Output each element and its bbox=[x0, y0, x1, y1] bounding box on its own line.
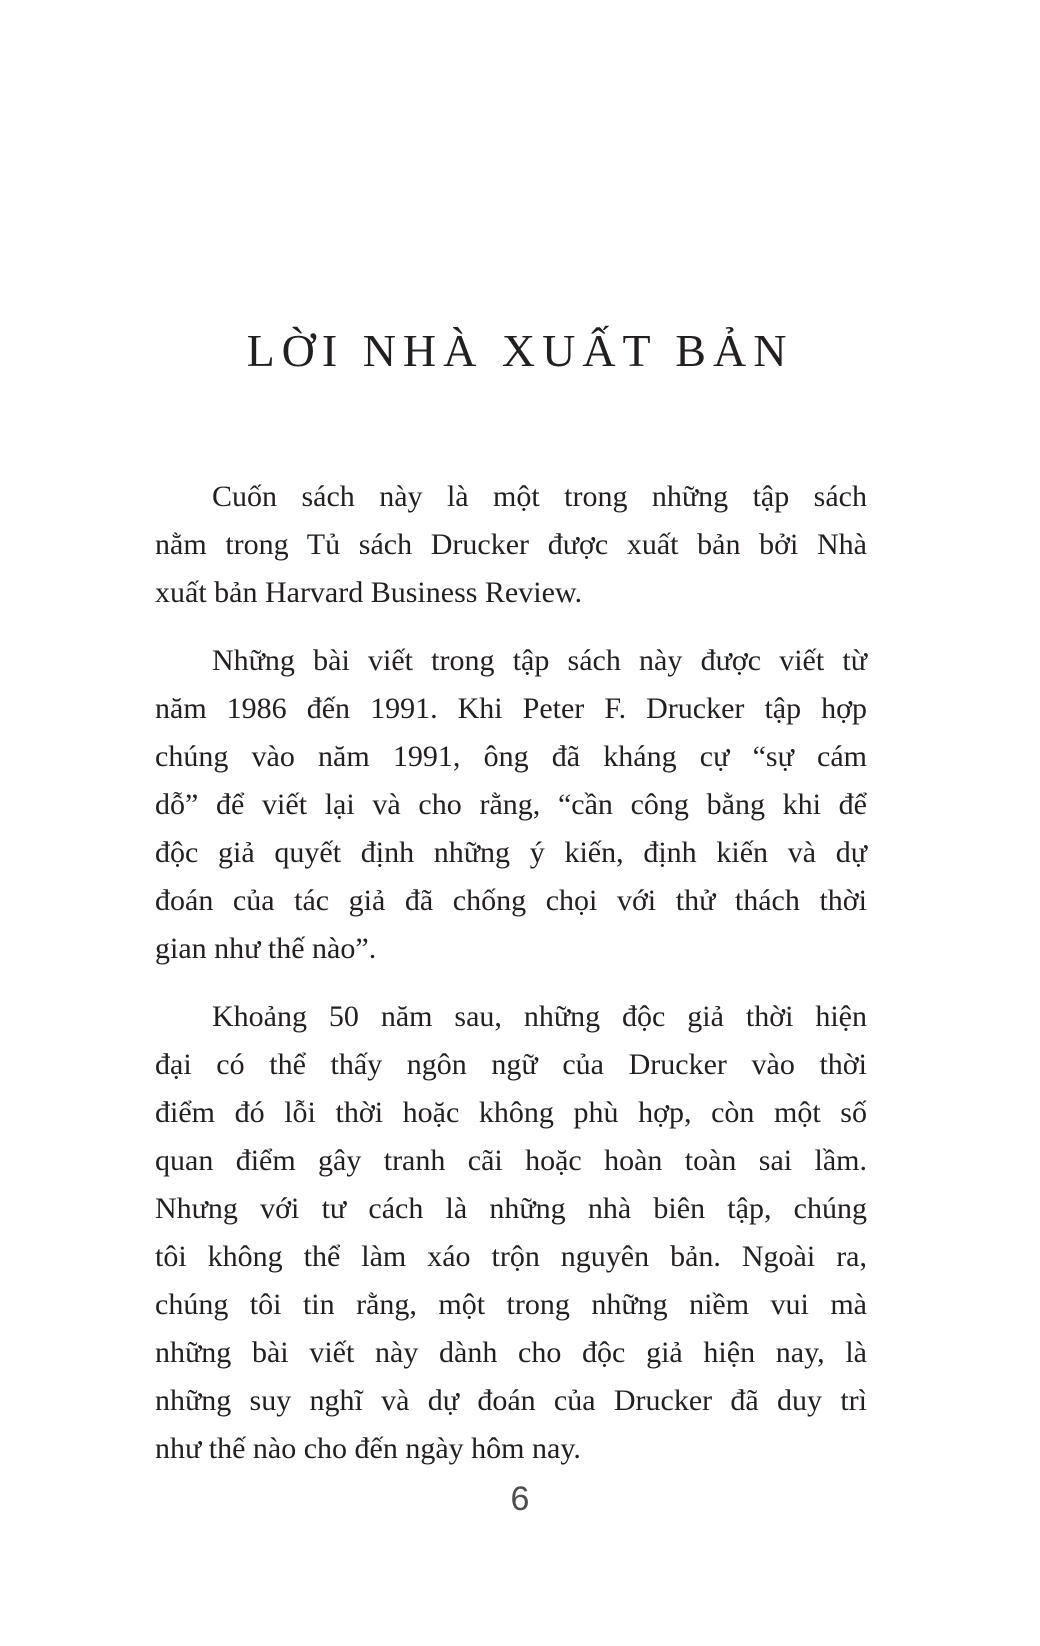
text-line: độc giả quyết định những ý kiến, định kiến và dự bbox=[155, 836, 867, 869]
text-line: dỗ” để viết lại và cho rằng, “cần công bằng khi để bbox=[155, 788, 867, 821]
text-line: điểm đó lỗi thời hoặc không phù hợp, còn một số bbox=[155, 1096, 867, 1129]
page-number: 6 bbox=[510, 1480, 530, 1518]
text-line: quan điểm gây tranh cãi hoặc hoàn toàn sai lầm. bbox=[155, 1144, 867, 1177]
paragraph bbox=[155, 473, 867, 617]
text-line: như thế nào cho đến ngày hôm nay. bbox=[155, 1432, 581, 1465]
page-title: LỜI NHÀ XUẤT BẢN bbox=[246, 325, 794, 376]
text-line: Nhưng với tư cách là những nhà biên tập, chúng bbox=[155, 1192, 867, 1225]
text-line: đoán của tác giả đã chống chọi với thử thách thời bbox=[155, 884, 867, 917]
text-line: Cuốn sách này là một trong những tập sách bbox=[212, 480, 867, 513]
text-line: những suy nghĩ và dự đoán của Drucker đã duy trì bbox=[155, 1384, 867, 1417]
text-line: xuất bản Harvard Business Review. bbox=[155, 576, 583, 609]
text-line: Khoảng 50 năm sau, những độc giả thời hiện bbox=[212, 1000, 867, 1033]
page-body bbox=[155, 473, 867, 1493]
text-line: Những bài viết trong tập sách này được viết từ bbox=[212, 644, 867, 677]
text-line: chúng vào năm 1991, ông đã kháng cự “sự cám bbox=[155, 740, 867, 773]
paragraph bbox=[155, 637, 867, 973]
text-line: chúng tôi tin rằng, một trong những niềm vui mà bbox=[155, 1288, 867, 1321]
text-line: gian như thế nào”. bbox=[155, 932, 377, 965]
paragraph bbox=[155, 993, 867, 1473]
text-line: tôi không thể làm xáo trộn nguyên bản. Ngoài ra, bbox=[155, 1240, 867, 1273]
text-line: năm 1986 đến 1991. Khi Peter F. Drucker tập hợp bbox=[155, 692, 867, 725]
text-line: nằm trong Tủ sách Drucker được xuất bản bởi Nhà bbox=[155, 528, 867, 561]
text-line: đại có thể thấy ngôn ngữ của Drucker vào thời bbox=[155, 1048, 867, 1081]
text-line: những bài viết này dành cho độc giả hiện nay, là bbox=[155, 1336, 867, 1369]
